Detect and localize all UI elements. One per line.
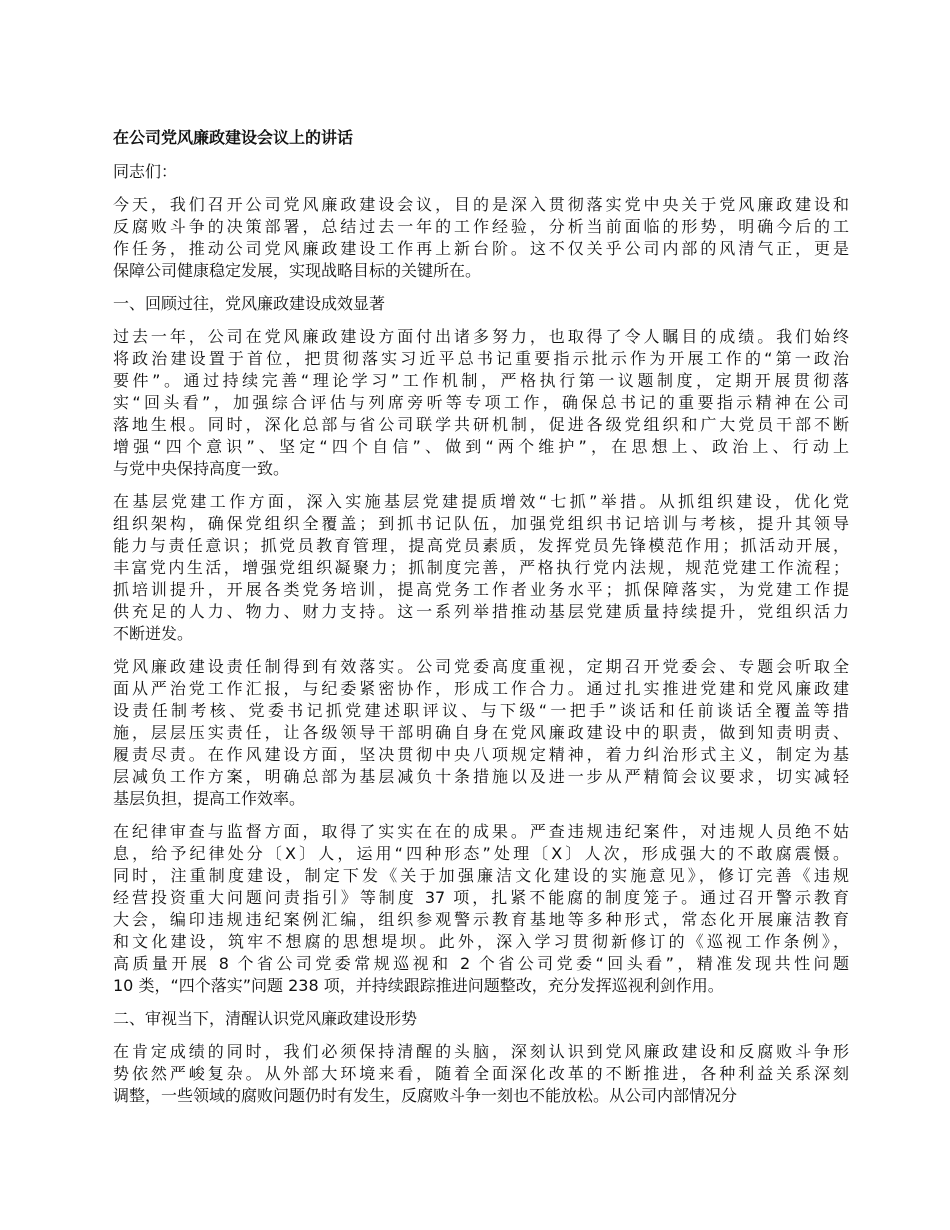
text-line: 丰富党内生活，增强党组织凝聚力；抓制度完善，严格执行党内法规，规范党建工作流程； bbox=[113, 558, 849, 577]
text-line: 势依然严峻复杂。从外部大环境来看，随着全面深化改革的不断推进，各种利益关系深刻 bbox=[113, 1064, 849, 1083]
text-line: 一、回顾过往，党风廉政建设成效显著 bbox=[113, 294, 386, 313]
text-line: 二、审视当下，清醒认识党风廉政建设形势 bbox=[113, 1009, 418, 1028]
text-line: 要件”。通过持续完善“理论学习”工作机制，严格执行第一议题制度，定期开展贯彻落 bbox=[113, 371, 849, 390]
text-line: 施，层层压实责任，让各级领导干部明确自身在党风廉政建设中的职责，做到知责明责、 bbox=[113, 723, 849, 742]
paragraph bbox=[113, 821, 849, 997]
paragraph bbox=[113, 326, 849, 480]
text-line: 在基层党建工作方面，深入实施基层党建提质增效“七抓”举措。从抓组织建设，优化党 bbox=[113, 492, 849, 511]
section-heading bbox=[113, 293, 849, 315]
text-line: 保障公司健康稳定发展，实现战略目标的关键所在。 bbox=[113, 261, 482, 280]
text-line: 将政治建设置于首位，把贯彻落实习近平总书记重要指示批示作为开展工作的“第一政治 bbox=[113, 349, 849, 368]
paragraph bbox=[113, 1041, 849, 1107]
text-line: 作任务，推动公司党风廉政建设工作再上新台阶。这不仅关乎公司内部的风清气正，更是 bbox=[113, 239, 849, 258]
text-line: 增强“四个意识”、坚定“四个自信”、做到“两个维护”，在思想上、政治上、行动上 bbox=[113, 437, 849, 456]
text-line: 和文化建设，筑牢不想腐的思想堤坝。此外，深入学习贯彻新修订的《巡视工作条例》， bbox=[113, 932, 849, 951]
text-line: 实“回头看”，加强综合评估与列席旁听等专项工作，确保总书记的重要指示精神在公司 bbox=[113, 393, 849, 412]
text-line: 经营投资重大问题问责指引》等制度 37 项，扎紧不能腐的制度笼子。通过召开警示教育 bbox=[113, 888, 849, 907]
text-line: 党风廉政建设责任制得到有效落实。公司党委高度重视，定期召开党委会、专题会听取全 bbox=[113, 657, 849, 676]
text-line: 面从严治党工作汇报，与纪委紧密协作，形成工作合力。通过扎实推进党建和党风廉政建 bbox=[113, 679, 849, 698]
text-line: 反腐败斗争的决策部署，总结过去一年的工作经验，分析当前面临的形势，明确今后的工 bbox=[113, 217, 849, 236]
text-line: 10 类，“四个落实”问题 238 项，并持续跟踪推进问题整改，充分发挥巡视利剑作用。 bbox=[113, 976, 724, 995]
text-line: 组织架构，确保党组织全覆盖；到抓书记队伍，加强党组织书记培训与考核，提升其领导 bbox=[113, 514, 849, 533]
text-line: 落地生根。同时，深化总部与省公司联学共研机制，促进各级党组织和广大党员干部不断 bbox=[113, 415, 849, 434]
text-line: 在纪律审查与监督方面，取得了实实在在的成果。严查违规违纪案件，对违规人员绝不姑 bbox=[113, 822, 849, 841]
text-line: 履责尽责。在作风建设方面，坚决贯彻中央八项规定精神，着力纠治形式主义，制定为基 bbox=[113, 745, 849, 764]
document-title bbox=[113, 127, 849, 149]
text-line: 基层负担，提高工作效率。 bbox=[113, 789, 306, 808]
text-line: 能力与责任意识；抓党员教育管理，提高党员素质，发挥党员先锋模范作用；抓活动开展， bbox=[113, 536, 849, 555]
paragraph bbox=[113, 656, 849, 810]
text-line: 过去一年，公司在党风廉政建设方面付出诸多努力，也取得了令人瞩目的成绩。我们始终 bbox=[113, 327, 849, 346]
title-text: 在公司党风廉政建设会议上的讲话 bbox=[113, 128, 354, 147]
text-line: 调整，一些领域的腐败问题仍时有发生，反腐败斗争一刻也不能放松。从公司内部情况分 bbox=[113, 1086, 738, 1105]
salutation bbox=[113, 161, 849, 183]
text-line: 高质量开展 8 个省公司党委常规巡视和 2 个省公司党委“回头看”，精准发现共性问题 bbox=[113, 954, 849, 973]
text-line: 层减负工作方案，明确总部为基层减负十条措施以及进一步从严精简会议要求，切实减轻 bbox=[113, 767, 849, 786]
text-line: 不断迸发。 bbox=[113, 624, 194, 643]
text-line: 与党中央保持高度一致。 bbox=[113, 459, 290, 478]
text-line: 抓培训提升，开展各类党务培训，提高党务工作者业务水平；抓保障落实，为党建工作提 bbox=[113, 580, 849, 599]
text-line: 供充足的人力、物力、财力支持。这一系列举措推动基层党建质量持续提升，党组织活力 bbox=[113, 602, 849, 621]
text-line: 息，给予纪律处分〔X〕人，运用“四种形态”处理〔X〕人次，形成强大的不敢腐震慑。 bbox=[113, 844, 849, 863]
text-line: 今天，我们召开公司党风廉政建设会议，目的是深入贯彻落实党中央关于党风廉政建设和 bbox=[113, 195, 849, 214]
text-line: 同时，注重制度建设，制定下发《关于加强廉洁文化建设的实施意见》，修订完善《违规 bbox=[113, 866, 849, 885]
section-heading bbox=[113, 1008, 849, 1030]
paragraphs bbox=[113, 161, 849, 1107]
text-line: 大会，编印违规违纪案例汇编，组织参观警示教育基地等多种形式，常态化开展廉洁教育 bbox=[113, 910, 849, 929]
paragraph bbox=[113, 194, 849, 282]
paragraph bbox=[113, 491, 849, 645]
document-body bbox=[113, 127, 849, 1118]
text-line: 设责任制考核、党委书记抓党建述职评议、与下级“一把手”谈话和任前谈话全覆盖等措 bbox=[113, 701, 849, 720]
text-line: 同志们： bbox=[113, 162, 178, 181]
text-line: 在肯定成绩的同时，我们必须保持清醒的头脑，深刻认识到党风廉政建设和反腐败斗争形 bbox=[113, 1042, 849, 1061]
